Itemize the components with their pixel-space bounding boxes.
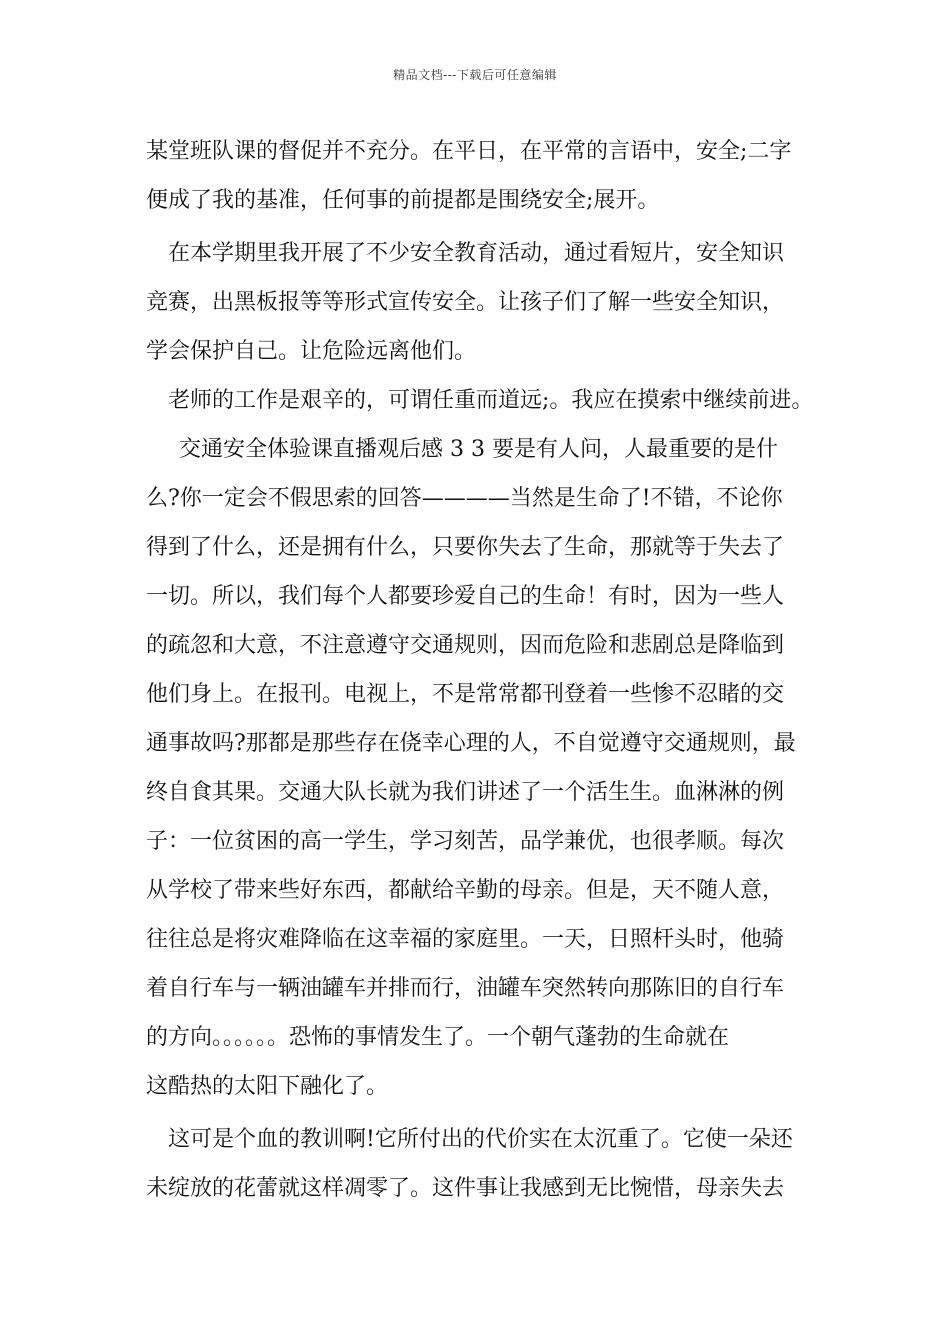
text-line: 着自行车与一辆油罐车并排而行，油罐车突然转向那陈旧的自行车 <box>146 976 785 1001</box>
text-line: 某堂班队课的督促并不充分。在平日，在平常的言语中，安全;二字 <box>146 139 792 164</box>
text-line: 子：一位贫困的高一学生，学习刻苦，品学兼优，也很孝顺。每次 <box>146 829 785 854</box>
paragraph-start-line: 老师的工作是艰辛的，可谓任重而道远;。我应在摸索中继续前进。 <box>168 388 814 413</box>
text-line: 往往总是将灾难降临在这幸福的家庭里。一天，日照杆头时，他骑 <box>146 927 785 952</box>
paragraph-start-line: 这可是个血的教训啊!它所付出的代价实在太沉重了。它使一朵还 <box>168 1127 793 1152</box>
text-line: 的疏忽和大意，不注意遵守交通规则，因而危险和悲剧总是降临到 <box>146 633 785 658</box>
text-line: 的方向。。。。。。恐怖的事情发生了。一个朝气蓬勃的生命就在 <box>146 1025 730 1050</box>
text-line: 这酷热的太阳下融化了。 <box>146 1074 389 1099</box>
text-line: 便成了我的基准，任何事的前提都是围绕安全;展开。 <box>146 188 660 213</box>
paragraph-start-line: 交通安全体验课直播观后感 3 3 要是有人问，人最重要的是什 <box>179 437 778 462</box>
text-line: 终自食其果。交通大队长就为我们讲述了一个活生生。血淋淋的例 <box>146 780 785 805</box>
text-line: 一切。所以，我们每个人都要珍爱自己的生命！有时，因为一些人 <box>146 584 785 609</box>
paragraph-start-line: 在本学期里我开展了不少安全教育活动，通过看短片，安全知识 <box>168 241 785 266</box>
text-line: 学会保护自己。让危险远离他们。 <box>146 339 477 364</box>
text-line: 通事故吗?那都是那些存在侥幸心理的人，不自觉遵守交通规则，最 <box>146 731 796 756</box>
text-line: 未绽放的花蕾就这样凋零了。这件事让我感到无比惋惜，母亲失去 <box>146 1176 785 1201</box>
document-body <box>146 131 814 1217</box>
page-header: 精品文档---下载后可任意编辑 <box>393 68 557 82</box>
text-line: 么?你一定会不假思索的回答————当然是生命了!不错，不论你 <box>146 486 783 511</box>
text-line: 从学校了带来些好东西，都献给辛勤的母亲。但是，天不随人意， <box>146 878 785 903</box>
text-line: 他们身上。在报刊。电视上，不是常常都刊登着一些惨不忍睹的交 <box>146 682 785 707</box>
text-line: 竞赛，出黑板报等等形式宣传安全。让孩子们了解一些安全知识， <box>146 290 785 315</box>
text-line: 得到了什么，还是拥有什么，只要你失去了生命，那就等于失去了 <box>146 535 785 560</box>
